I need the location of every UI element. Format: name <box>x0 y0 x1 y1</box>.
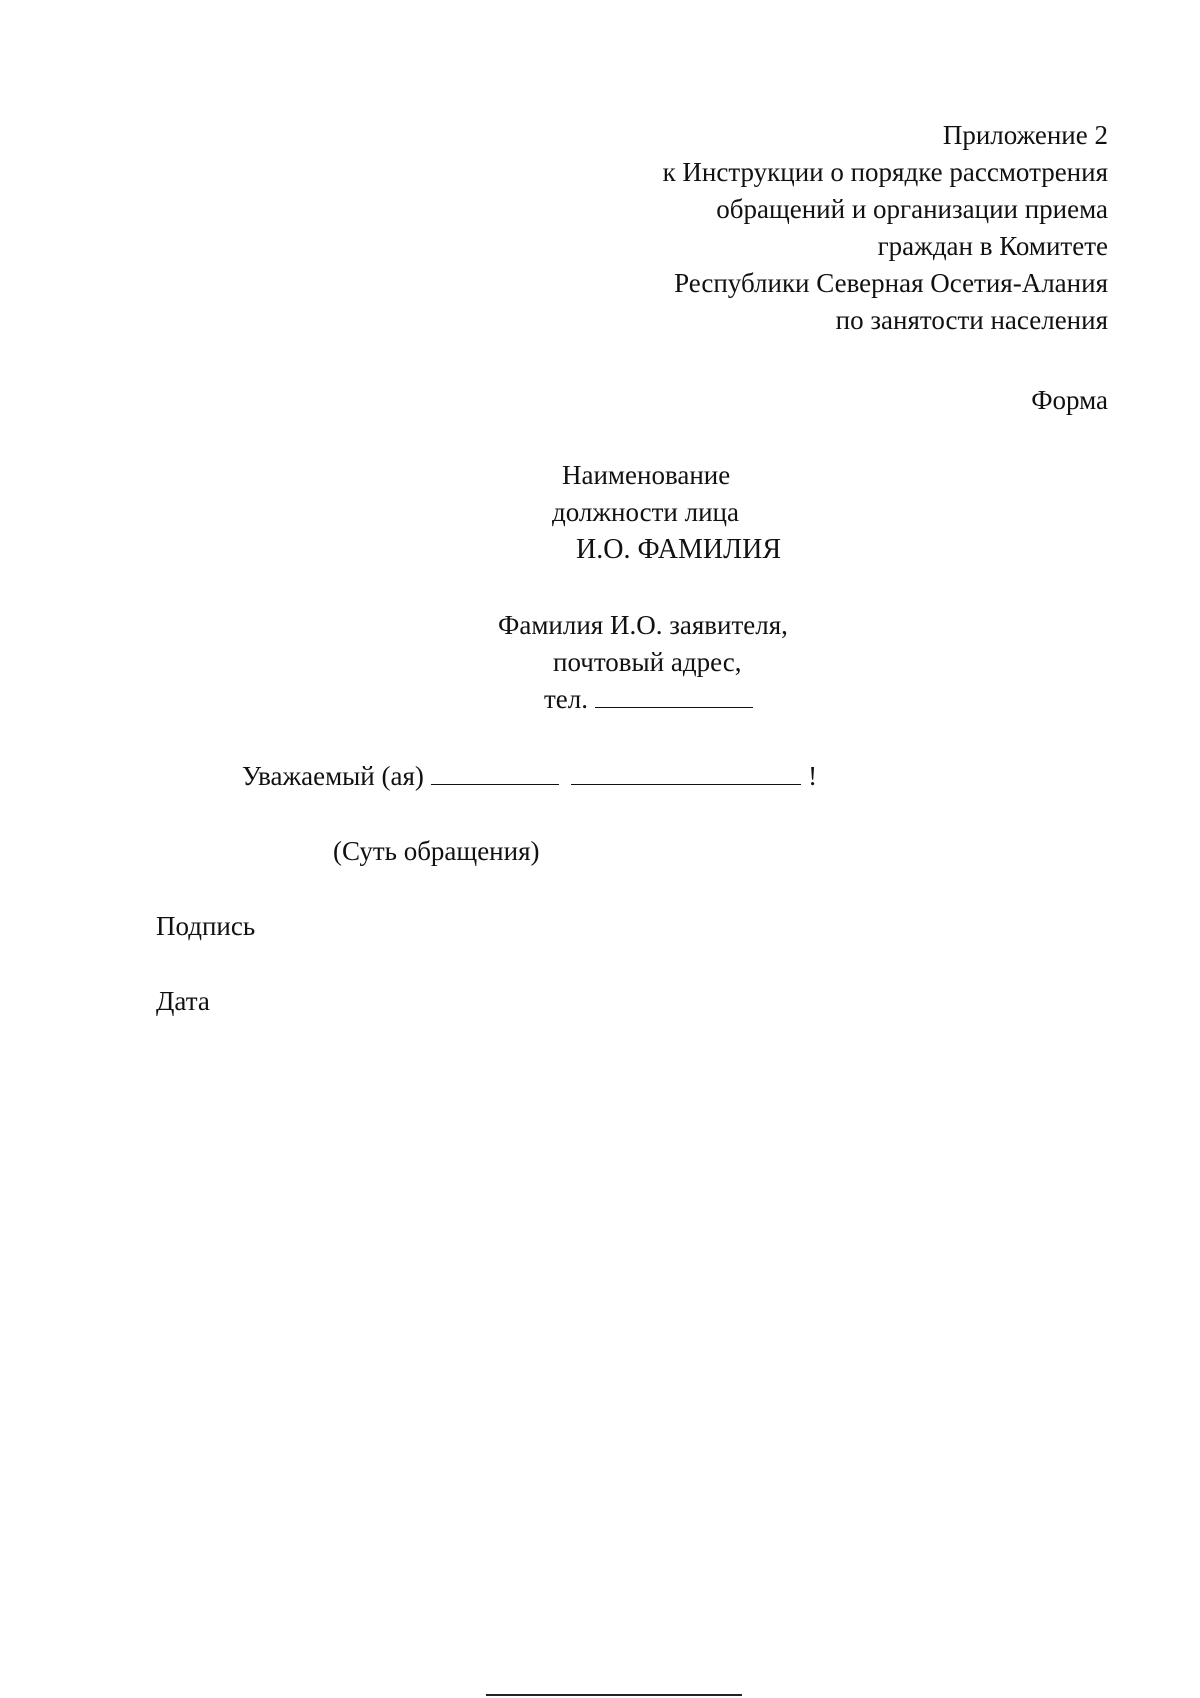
appendix-line: обращений и организации приема <box>716 194 1108 224</box>
first-name-blank <box>431 760 559 785</box>
applicant-phone <box>544 681 788 718</box>
phone-label: тел. <box>544 684 589 714</box>
appendix-line: к Инструкции о порядке рассмотрения <box>662 157 1108 187</box>
appendix-line: граждан в Комитете <box>877 231 1108 261</box>
patronymic-blank <box>571 760 801 785</box>
date-label: Дата <box>156 986 210 1016</box>
applicant-name: Фамилия И.О. заявителя, <box>498 610 788 640</box>
form-label: Форма <box>1031 385 1108 415</box>
greeting-exclamation: ! <box>808 761 818 791</box>
appendix-line: по занятости населения <box>835 305 1108 335</box>
applicant-block <box>498 607 788 718</box>
applicant-address: почтовый адрес, <box>553 647 742 677</box>
addressee-position-line1: Наименование <box>562 460 731 490</box>
greeting-prefix: Уважаемый (ая) <box>242 761 424 791</box>
phone-blank <box>595 683 753 708</box>
bottom-divider <box>486 1694 742 1696</box>
greeting-line <box>242 758 817 795</box>
addressee-name: И.О. ФАМИЛИЯ <box>576 534 782 565</box>
appendix-line: Республики Северная Осетия-Алания <box>674 268 1108 298</box>
appendix-line: Приложение 2 <box>942 120 1108 150</box>
appendix-header <box>663 117 1108 339</box>
signature-label: Подпись <box>156 911 256 941</box>
addressee-block <box>552 457 782 568</box>
addressee-position-line2: должности лица <box>552 497 739 527</box>
appeal-essence: (Суть обращения) <box>333 836 540 866</box>
